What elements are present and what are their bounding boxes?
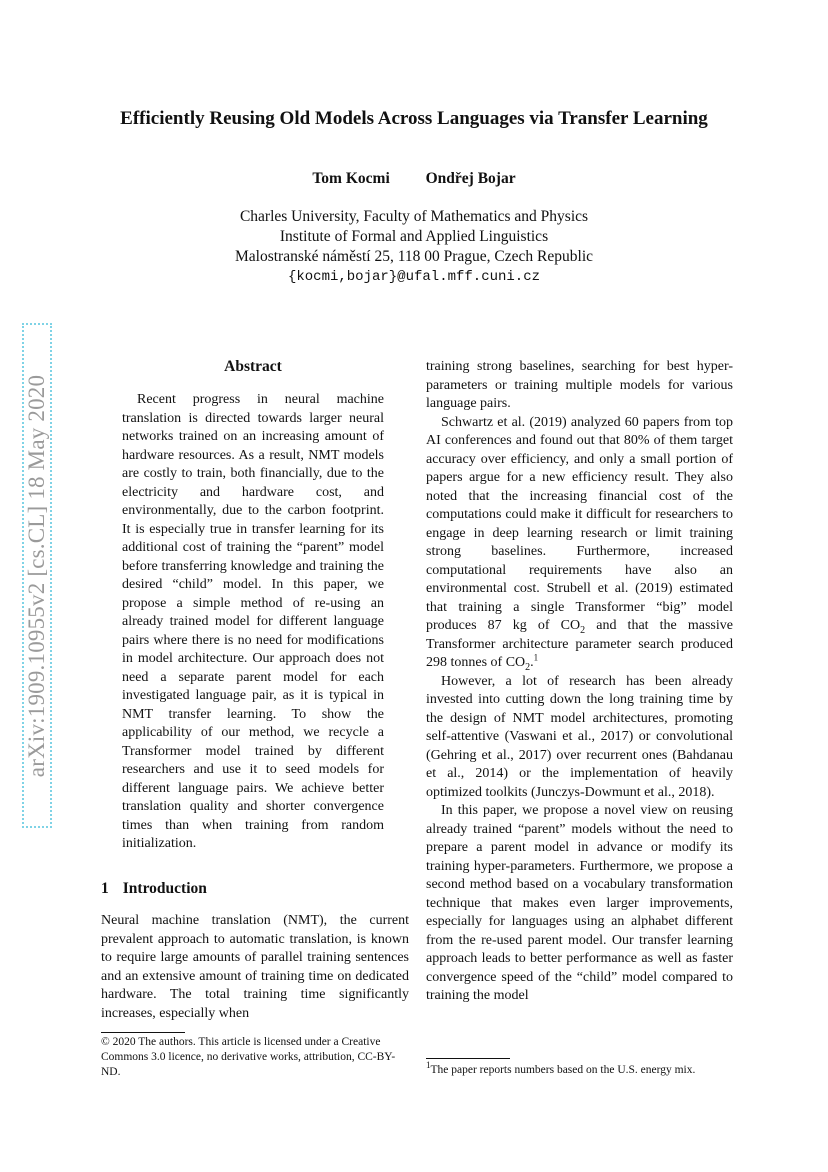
author-list — [0, 170, 828, 188]
copyright-note: © 2020 The authors. This article is licensed under a Creative Commons 3.0 licence, no derivative works, attribution, CC-BY-ND. — [101, 1036, 396, 1078]
abstract-paragraph: Recent progress in neural machine translation is directed towards larger neural networks trained on an increasing amount of hardware resources. As a result, NMT models are costly to train, both financially, due to the electricity and hardware cost, and environmentally, due to the carbon footprint. It is especially true in transfer learning for its additional cost of training the “parent” model before transferring knowledge and training the desired “child” model. In this paper, we propose a simple method of re-using an already trained model for different language pairs where there is no need for modifications in model architecture. Our approach does not need a separate parent model for each investigated language pair, as it is typical in NMT transfer learning. To show the applicability of our method, we recycle a Transformer model trained by different researchers and use it to seed models for different language pairs. We achieve better translation quality and shorter convergence times than when training from random initialization. — [122, 392, 384, 851]
author-name: Tom Kocmi — [312, 170, 390, 187]
affiliation-line: Malostranské náměstí 25, 118 00 Prague, Czech Republic — [235, 248, 593, 265]
author-name: Ondřej Bojar — [425, 170, 516, 187]
affiliation-line: Charles University, Faculty of Mathematics and Physics — [239, 208, 589, 225]
section-heading — [101, 880, 207, 898]
paragraph-text: Schwartz et al. (2019) analyzed 60 papers from top AI conferences and found out that 80% of them target accuracy over efficiency, and only a small portion of papers argue for a new efficiency result. They also noted that the increasing financial cost of the computations could make it difficult for researchers to engage in deep learning research or limit training strong baselines. Furthermore, increased computational requirements have also an environmental cost. Strubell et al. (2019) estimated that training a single Transformer “big” model produces 87 kg of CO — [426, 414, 733, 633]
footnote — [426, 1060, 733, 1078]
paragraph: In this paper, we propose a novel view on reusing already trained “parent” models without the need to prepare a parent model in advance or modify its training hyper-parameters. Furthermore, we propose a second method based on a vocabulary transformation technique that makes even larger improvements, especially for languages using an alphabet different from the re-used parent model. Our transfer learning approach leads to better performance as well as faster convergence speed of the “child” model compared to training the model — [426, 803, 733, 1003]
intro-text — [101, 912, 409, 1023]
footnote-rule — [101, 1032, 185, 1033]
footnote-marker: 1 — [426, 1060, 431, 1071]
right-column — [426, 358, 733, 1006]
footnote-rule — [426, 1058, 510, 1059]
paragraph-text: . — [530, 655, 534, 670]
footnote-marker[interactable]: 1 — [533, 652, 539, 663]
paper-title: Efficiently Reusing Old Models Across Languages via Transfer Learning — [120, 108, 708, 129]
subscript: 2 — [525, 661, 531, 673]
section-number: 1 — [101, 880, 109, 897]
abstract-heading: Abstract — [224, 358, 282, 375]
subscript: 2 — [580, 624, 586, 636]
paragraph: However, a lot of research has been already invested into cutting down the long training time by the design of NMT model architectures, promoting self-attentive (Vaswani et al., 2017) or convolutional (Gehring et al., 2017) over recurrent ones (Bahdanau et al., 2014) or the implementation of heavily optimized toolkits (Junczys-Dowmunt et al., 2018). — [426, 673, 733, 800]
footnote-text: The paper reports numbers based on the U.S. energy mix. — [430, 1064, 696, 1076]
arxiv-stamp-label: arXiv:1909.10955v2 [cs.CL] 18 May 2020 — [24, 374, 49, 777]
paragraph: training strong baselines, searching for best hyper-parameters or training multiple models for various language pairs. — [426, 359, 733, 411]
section-title: Introduction — [122, 880, 207, 897]
paragraph — [426, 414, 733, 673]
paragraph-text: and that the massive Transformer architecture parameter search produced 298 tonnes of CO — [426, 618, 733, 670]
arxiv-stamp[interactable] — [22, 323, 52, 828]
affiliation-line: Institute of Formal and Applied Linguistics — [279, 228, 549, 245]
author-email: {kocmi,bojar}@ufal.mff.cuni.cz — [287, 269, 541, 285]
paragraph: Neural machine translation (NMT), the current prevalent approach to automatic translation, is known to require large amounts of parallel training sentences and an extensive amount of training time on dedicated hardware. The total training time significantly increases, especially when — [101, 913, 409, 1021]
abstract-body — [122, 391, 384, 854]
